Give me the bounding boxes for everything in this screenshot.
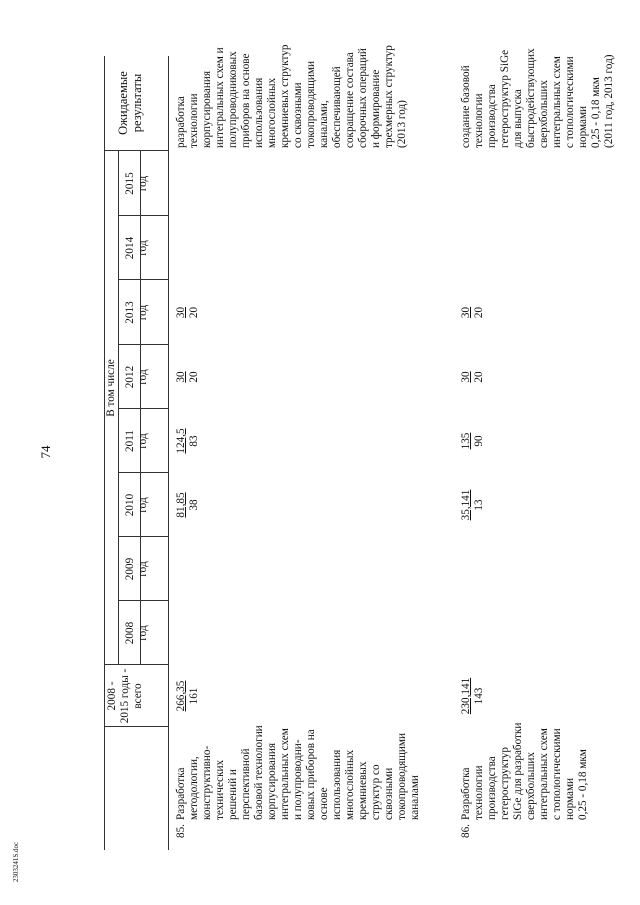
header-year-2012: 2012 год [124,365,149,388]
row-85-2011: 124,5 83 [175,427,200,454]
rotated-table-page [40,38,615,868]
header-year-2010: 2010 год [124,493,149,516]
header-year-2014: 2014 год [124,236,149,259]
header-in-that-number: В том числе [105,358,117,417]
header-year-2015: 2015 год [124,171,149,195]
page-number: 74 [38,445,53,459]
header-year-2009: 2009 год [124,557,149,580]
row-86-2013: 30 20 [460,306,485,318]
header-total-line1: 2008 - [106,681,118,710]
row-86-2012: 30 20 [460,370,485,383]
row-85-result: разработка технологии корпусирования интегральных схем и полупроводниковых приборов на основе использования многослойных кремниевых структур со сквозными токопроводящими каналами, обеспечивающей сокращение состава сборочных операций и формирование трехмерных структур (2013 год) [175,44,408,148]
col-sep-desc [104,726,168,727]
row-85-2010: 81,85 38 [175,491,200,518]
row-85-2013: 30 20 [175,306,200,318]
row-86-number: 86. [460,823,472,838]
row-86-description: Разработка технологии производства гетероструктур SiGe для разработки сверхбольших интегральных схем с топологическими нормами 0,25 - 0,18 мкм [460,722,589,820]
row-85-2012: 30 20 [175,370,200,383]
row-86-total: 230,141 143 [460,677,485,714]
table-header-bottom-border [168,56,169,850]
row-86-2011: 135 90 [460,432,485,449]
row-85-total: 266,35 161 [175,680,200,711]
table-top-border [104,56,105,850]
footer-filename: 2303241S.doc [12,841,20,883]
header-total-line3: всего [132,682,144,709]
header-year-2008: 2008 год [124,621,149,644]
header-year-2013: 2013 год [124,300,149,324]
header-total [106,667,145,725]
header-total-line2: 2015 годы - [119,668,131,723]
row-86-result: создание базовой технологии производства гетероструктур SiGe для выпуска быстродействующих сверхбольших интегральных схем с топологическими нормами 0,25 - 0,18 мкм (2011 год, 2013 год) [460,47,615,148]
header-year-2011: 2011 год [124,429,149,452]
row-85-description: Разработка методологии, конструктивно- технических решений и перспективной базовой технологии корпусирования интегральных схем и полупроводни- ковых приборов на основе использования многослойных кремниевых структур со сквозными токопроводящими каналами [175,724,421,820]
row-85-number: 85. [175,823,187,838]
row-86-2010: 35,141 13 [460,489,485,520]
header-expected-results: Ожидаемые результаты [116,70,144,135]
